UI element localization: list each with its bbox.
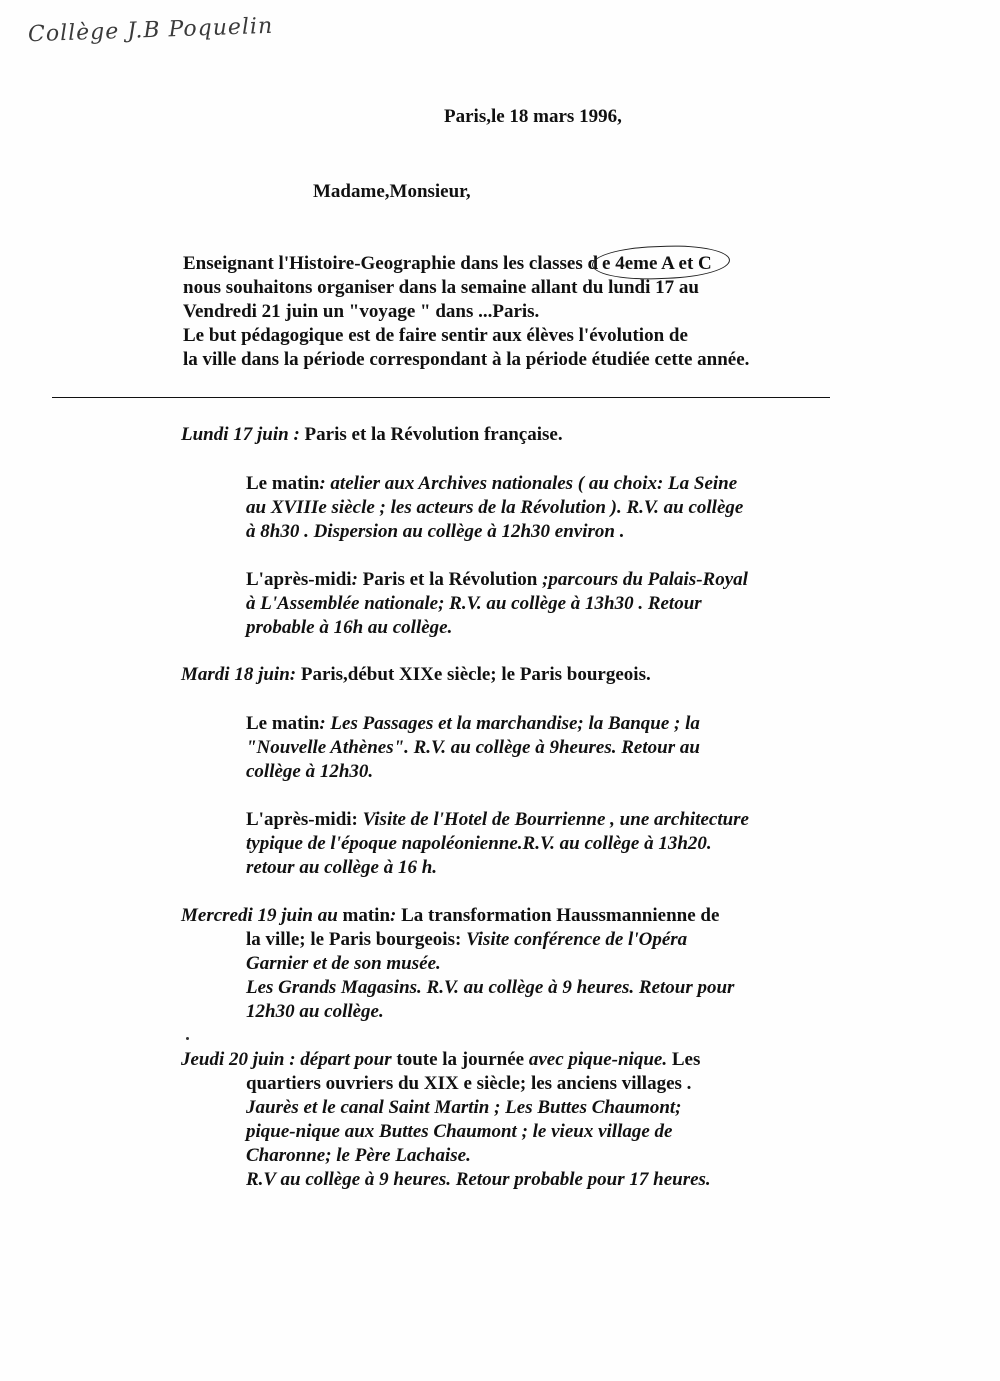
thursday-day: Jeudi 20 juin : départ pour xyxy=(181,1049,392,1070)
tuesday-afternoon xyxy=(246,808,846,880)
monday-heading xyxy=(181,423,841,447)
thursday-line-4: pique-nique aux Buttes Chaumont ; le vieux village de xyxy=(246,1121,673,1142)
monday-title: Paris et la Révolution française. xyxy=(299,424,563,445)
monday-afternoon-line-3: probable à 16h au collège. xyxy=(246,617,453,638)
intro-line-3: Vendredi 21 juin un "voyage " dans ...Paris. xyxy=(183,301,540,322)
monday-morning xyxy=(246,472,846,544)
tuesday-afternoon-line-3: retour au collège à 16 h. xyxy=(246,857,438,878)
handwritten-school-note xyxy=(27,13,298,78)
wednesday-line-5: 12h30 au collège. xyxy=(246,1001,384,1022)
intro-paragraph xyxy=(183,252,843,372)
thursday-line-1 xyxy=(181,1048,841,1072)
monday-morning-label: Le matin xyxy=(246,473,320,494)
wednesday-day: Mercredi 19 juin xyxy=(181,905,313,926)
monday-morning-line-3: à 8h30 . Dispersion au collège à 12h30 environ . xyxy=(246,521,625,542)
tuesday-afternoon-line-1 xyxy=(246,808,846,832)
separator-rule xyxy=(52,397,830,398)
wednesday-text-2b: Visite conférence de l'Opéra xyxy=(461,929,688,950)
thursday-line-3: Jaurès et le canal Saint Martin ; Les Buttes Chaumont; xyxy=(246,1097,682,1118)
thursday-text-1d: Les xyxy=(667,1049,701,1070)
monday-morning-line-2: au XVIIIe siècle ; les acteurs de la Révolution ). R.V. au collège xyxy=(246,497,744,518)
thursday-line-6: R.V au collège à 9 heures. Retour probable pour 17 heures. xyxy=(246,1169,711,1190)
monday-afternoon-text-1: ;parcours du Palais-Royal xyxy=(537,569,748,590)
wednesday-colon: : xyxy=(390,905,402,926)
wednesday-line-3: Garnier et de son musée. xyxy=(246,953,441,974)
monday-heading-line xyxy=(181,424,563,445)
intro-line-4: Le but pédagogique est de faire sentir aux élèves l'évolution de xyxy=(183,325,688,346)
intro-line-5: la ville dans la période correspondant à la période étudiée cette année. xyxy=(183,349,750,370)
tuesday-morning-line-3: collège à 12h30. xyxy=(246,761,374,782)
tuesday-morning-text-1: : Les Passages et la marchandise; la Banque ; la xyxy=(319,713,700,734)
tuesday-morning-label: Le matin xyxy=(246,713,320,734)
thursday-text-1c: avec pique-nique. xyxy=(528,1049,668,1070)
thursday-line-5: Charonne; le Père Lachaise. xyxy=(246,1145,471,1166)
tuesday-afternoon-text-1: Visite de l'Hotel de Bourrienne , une architecture xyxy=(357,809,749,830)
wednesday-line-4: Les Grands Magasins. R.V. au collège à 9 heures. Retour pour xyxy=(246,977,735,998)
monday-afternoon-label: L'après-midi xyxy=(246,569,352,590)
monday-day: Lundi 17 juin : xyxy=(181,424,300,445)
monday-afternoon xyxy=(246,568,846,640)
tuesday-heading xyxy=(181,663,841,687)
monday-morning-text-1: : atelier aux Archives nationales ( au choix: La Seine xyxy=(319,473,738,494)
wednesday-text-2a: la ville; le Paris bourgeois: xyxy=(246,929,462,950)
thursday-section xyxy=(181,1048,841,1192)
thursday-text-1b: toute la journée xyxy=(391,1049,529,1070)
letter-date: Paris,le 18 mars 1996, xyxy=(444,106,622,127)
tuesday-afternoon-label: L'après-midi: xyxy=(246,809,358,830)
intro-line-2: nous souhaitons organiser dans la semaine allant du lundi 17 au xyxy=(183,277,699,298)
intro-line-1-text: Enseignant l'Histoire-Geographie dans les classes d xyxy=(183,253,599,274)
tuesday-afternoon-line-2: typique de l'époque napoléonienne.R.V. au collège à 13h20. xyxy=(246,833,712,854)
thursday-line-2: quartiers ouvriers du XIX e siècle; les anciens villages . xyxy=(246,1073,692,1094)
circled-class-names: e 4eme A et C xyxy=(598,252,716,276)
tuesday-heading-line xyxy=(181,664,651,685)
wednesday-matin: matin xyxy=(342,905,391,926)
monday-morning-line-1 xyxy=(246,472,846,496)
handwritten-note-text: Collège J.B Poquelin xyxy=(27,13,274,48)
salutation: Madame,Monsieur, xyxy=(313,181,471,202)
wednesday-line-1 xyxy=(181,904,841,928)
wednesday-au: au xyxy=(312,905,343,926)
monday-afternoon-line-1 xyxy=(246,568,846,592)
tuesday-morning-line-1 xyxy=(246,712,846,736)
monday-afternoon-colon: : xyxy=(351,569,363,590)
intro-line-1 xyxy=(183,252,843,276)
tuesday-morning xyxy=(246,712,846,784)
stray-mark xyxy=(186,1037,189,1040)
monday-afternoon-title: Paris et la Révolution xyxy=(362,569,538,590)
tuesday-day: Mardi 18 juin: xyxy=(181,664,297,685)
wednesday-title: La transformation Haussmannienne de xyxy=(401,905,720,926)
tuesday-title: Paris,début XIXe siècle; le Paris bourgeois. xyxy=(296,664,651,685)
monday-afternoon-line-2: à L'Assemblée nationale; R.V. au collège à 13h30 . Retour xyxy=(246,593,702,614)
wednesday-section xyxy=(181,904,841,1024)
wednesday-line-2 xyxy=(181,928,841,952)
tuesday-morning-line-2: "Nouvelle Athènes". R.V. au collège à 9heures. Retour au xyxy=(246,737,700,758)
